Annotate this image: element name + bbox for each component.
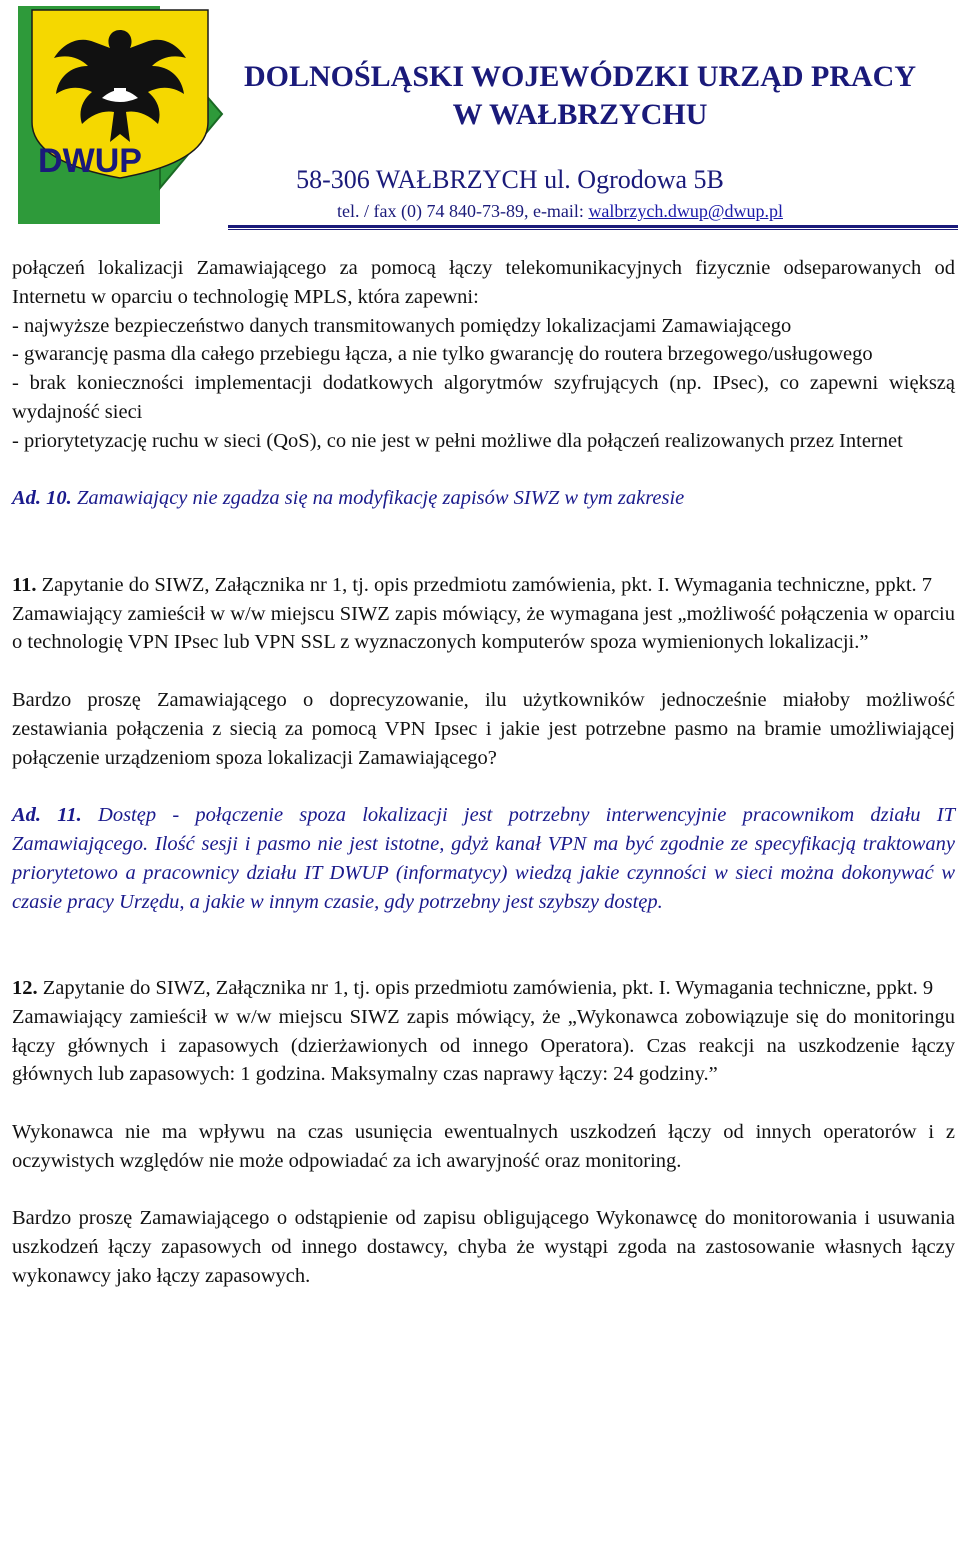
question-11-request: Bardzo proszę Zamawiającego o doprecyzowanie, ilu użytkowników jednocześnie miałoby możliwość zestawiania połączenia z siecią za pomocą VPN Ipsec i jakie jest potrzebne pasmo na bramie umożliwiającej połączenie urządzeniom spoza lokalizacji Zamawiającego?	[12, 688, 955, 769]
organization-name	[230, 58, 930, 134]
document-body	[12, 254, 955, 1291]
letterhead	[0, 0, 960, 232]
question-11-number: 11.	[12, 573, 37, 596]
answer-11-text: Dostęp - połączenie spoza lokalizacji jest potrzebny interwencyjnie pracownikom działu IT Zamawiającego. Ilość sesji i pasmo nie jest istotne, gdyż kanał VPN ma być zgodnie ze specyfikacją traktowany priorytetowo a pracownicy działu IT DWUP (informatycy) wiedzą jakie czynności w sieci można dokonywać w czasie pracy Urzędu, a jakie w innym czasie, gdy potrzebny jest szybszy dostęp.	[12, 804, 955, 913]
paragraph-mpls: połączeń lokalizacji Zamawiającego za pomocą łączy telekomunikacyjnych fizycznie odseparowanych od Internetu w oparciu o technologię MPLS, która zapewni:	[12, 257, 955, 308]
answer-10-label: Ad. 10.	[12, 487, 72, 510]
question-11-heading: Zapytanie do SIWZ, Załącznika nr 1, tj. opis przedmiotu zamówienia, pkt. I. Wymagania techniczne, ppkt. 7	[36, 573, 933, 596]
question-11-title	[12, 571, 955, 600]
organization-name-line1: DOLNOŚLĄSKI WOJEWÓDZKI URZĄD PRACY	[243, 60, 917, 93]
logo-text: DWUP	[38, 142, 142, 180]
header-rule-thin	[228, 229, 958, 230]
answer-11-label: Ad. 11.	[12, 804, 82, 827]
question-12-title	[12, 974, 955, 1003]
question-12-quote: Zamawiający zamieścił w w/w miejscu SIWZ zapis mówiący, że „Wykonawca zobowiązuje się do monitoringu łączy głównych i zapasowych (dzierżawionych od innego Operatora). Czas reakcji na uszkodzenie łączy głównych lub zapasowych: 1 godzina. Maksymalny czas naprawy łączy: 24 godziny.”	[12, 1005, 955, 1086]
question-12-request: Bardzo proszę Zamawiającego o odstąpienie od zapisu obligującego Wykonawcę do monitorowania i usuwania uszkodzeń łączy zapasowych od innego dostawcy, chyba że wystąpi zgoda na zastosowanie własnych łączy wykonawcy jako łączy zapasowych.	[12, 1207, 955, 1287]
organization-contact	[300, 201, 820, 222]
bullet-bandwidth: - gwarancję pasma dla całego przebiegu łącza, a nie tylko gwarancję do routera brzegowego/usługowego	[12, 343, 873, 366]
header-rule	[228, 225, 958, 228]
bullet-qos: - priorytetyzację ruchu w sieci (QoS), co nie jest w pełni możliwe dla połączeń realizowanych przez Internet	[12, 429, 903, 452]
answer-10	[12, 484, 955, 513]
question-12-statement: Wykonawca nie ma wpływu na czas usunięcia ewentualnych uszkodzeń łączy od innych operatorów i z oczywistych względów nie może odpowiadać za ich awaryjność oraz monitoring.	[12, 1120, 955, 1172]
bullet-encryption: - brak konieczności implementacji dodatkowych algorytmów szyfrujących (np. IPsec), co zapewni większą wydajność sieci	[12, 372, 955, 423]
question-12-heading: Zapytanie do SIWZ, Załącznika nr 1, tj. opis przedmiotu zamówienia, pkt. I. Wymagania techniczne, ppkt. 9	[37, 976, 934, 999]
contact-email-link[interactable]: walbrzych.dwup@dwup.pl	[588, 201, 783, 221]
contact-phone: tel. / fax (0) 74 840-73-89, e-mail:	[337, 201, 589, 221]
question-12-number: 12.	[12, 976, 38, 999]
dwup-logo	[10, 2, 226, 226]
answer-11	[12, 801, 955, 916]
organization-address: 58-306 WAŁBRZYCH ul. Ogrodowa 5B	[296, 165, 724, 194]
answer-10-text: Zamawiający nie zgadza się na modyfikację zapisów SIWZ w tym zakresie	[71, 487, 685, 510]
question-11-quote: Zamawiający zamieścił w w/w miejscu SIWZ zapis mówiący, że wymagana jest „możliwość połączenia w oparciu o technologię VPN IPsec lub VPN SSL z wyznaczonych komputerów spoza wymienionych lokalizacji.”	[12, 602, 955, 654]
bullet-security: - najwyższe bezpieczeństwo danych transmitowanych pomiędzy lokalizacjami Zamawiającego	[12, 314, 792, 337]
organization-name-line2: W WAŁBRZYCHU	[452, 98, 708, 131]
